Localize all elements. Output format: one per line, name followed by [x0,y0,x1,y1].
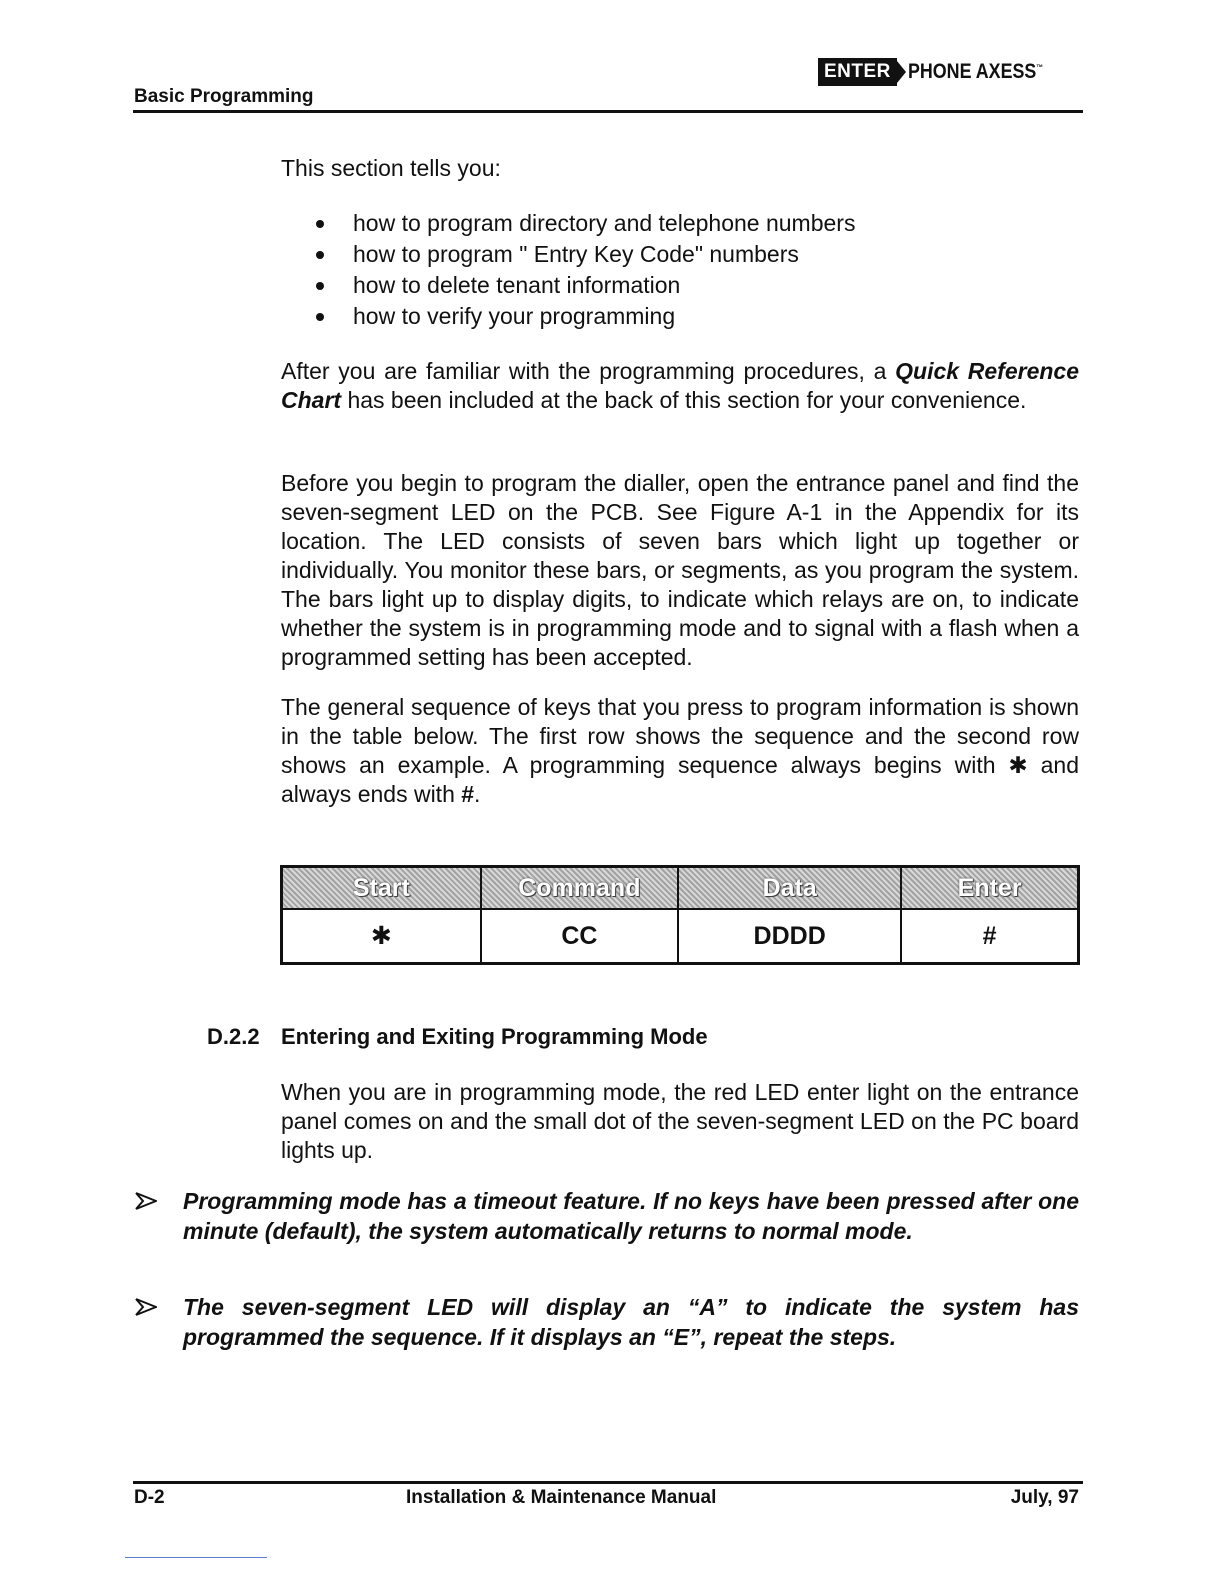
brand-logo [818,58,1067,86]
key-sequence-table [280,865,1080,965]
logo-trademark: ™ [1036,63,1044,72]
list-item [312,239,855,270]
bullet-icon [316,282,324,290]
note-text: Programming mode has a timeout feature. If no keys have been pressed after one minute (default), the system automatically returns to normal mode. [183,1188,1079,1244]
bullet-icon [316,251,324,259]
column-header-data: Data [678,867,901,910]
cell-command: CC [481,909,679,964]
scan-artifact-line [125,1557,267,1558]
list-item-text: how to program " Entry Key Code" numbers [353,241,799,267]
table-row [282,909,1079,964]
note-led-display [135,1292,1079,1352]
paragraph-programming-mode: When you are in programming mode, the red LED enter light on the entrance panel comes on and the small dot of the seven-segment LED on the PC board lights up. [281,1079,1079,1163]
list-item [312,208,855,239]
paragraph-text: After you are familiar with the programming procedures, a [281,358,896,384]
running-header-section: Basic Programming [134,86,314,107]
logo-wordmark-text: PHONE AXESS [907,60,1037,83]
paragraph-text: and always ends with [281,752,1079,807]
topic-list [312,208,855,332]
section-title: Entering and Exiting Programming Mode [281,1024,708,1049]
list-item [312,270,855,301]
quick-reference-emphasis: Quick Reference Chart [281,358,1080,413]
column-header-start: Start [282,867,481,910]
bullet-icon [316,220,324,228]
note-timeout [135,1186,1079,1246]
logo-enter-box: ENTER [818,58,897,86]
list-item-text: how to program directory and telephone numbers [353,210,856,236]
star-symbol: ✱ [1008,752,1028,778]
table-header-row [282,867,1079,910]
column-header-enter: Enter [901,867,1078,910]
bullet-icon [316,313,324,321]
list-item-text: how to delete tenant information [353,272,681,298]
paragraph-quick-reference [281,357,1079,415]
paragraph-key-sequence [281,693,1079,809]
column-header-command: Command [481,867,679,910]
list-item [312,301,855,332]
cell-data: DDDD [678,909,901,964]
footer-manual-title: Installation & Maintenance Manual [406,1487,717,1508]
paragraph-text: has been included at the back of this section for your convenience. [341,387,1027,413]
section-number: D.2.2 [207,1024,260,1049]
arrowhead-icon [135,1192,157,1210]
hash-symbol: # [461,781,475,807]
logo-wordmark [908,60,1043,84]
header-rule [133,110,1083,113]
logo-arrow-icon [897,61,906,83]
arrowhead-icon [135,1298,157,1316]
cell-enter: # [901,909,1078,964]
list-item-text: how to verify your programming [353,303,676,329]
footer-rule [133,1481,1083,1484]
note-text: The seven-segment LED will display an “A” to indicate the system has programmed the sequence. If it displays an “E”, repeat the steps. [183,1294,1079,1350]
intro-text: This section tells you: [281,155,501,181]
cell-start: ✱ [282,909,481,964]
paragraph-led-description: Before you begin to program the dialler, open the entrance panel and find the seven-segment LED on the PCB. See Figure A-1 in the Appendix for its location. The LED consists of seven bars which light up together or individually. You monitor these bars, or segments, as you program the system. The bars light up to display digits, to indicate which relays are on, to indicate whether the system is in programming mode and to signal with a flash when a programmed setting has been accepted. [281,470,1079,670]
footer-page-number: D-2 [134,1487,165,1508]
footer-date: July, 97 [1010,1487,1079,1508]
paragraph-text: The general sequence of keys that you press to program information is shown in the table below. The first row shows the sequence and the second row shows an example. A programming sequence always begins with [281,694,1079,778]
paragraph-text: . [474,781,481,807]
